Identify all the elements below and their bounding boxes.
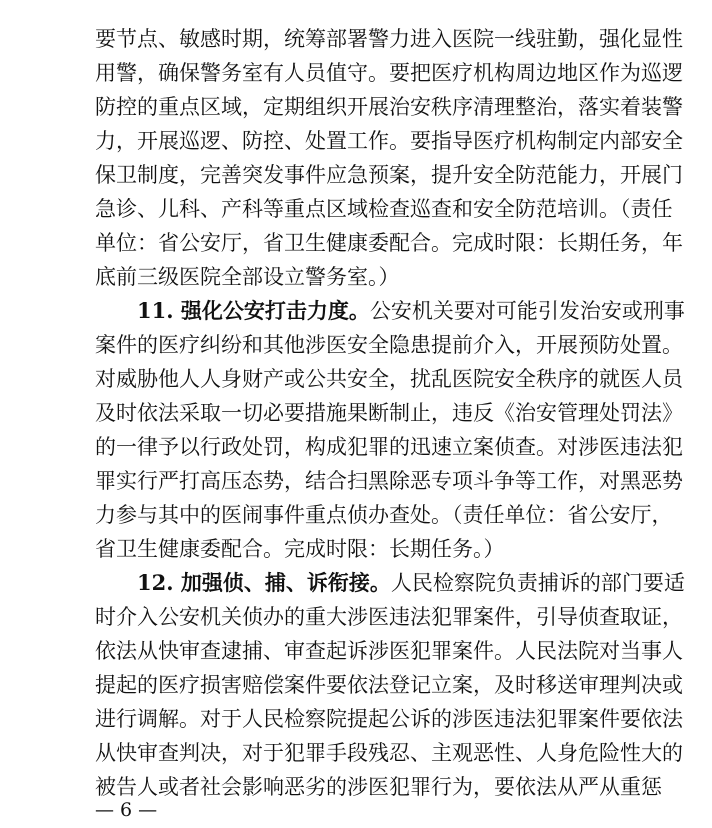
text-line: 案件的医疗纠纷和其他涉医安全隐患提前介入，开展预防处置。 <box>95 333 683 357</box>
text-line: 对威胁他人人身财产或公共安全，扰乱医院安全秩序的就医人员 <box>95 367 683 391</box>
text-line: 及时依法采取一切必要措施果断制止，违反《治安管理处罚法》 <box>95 401 683 425</box>
section-11-first-line-text: 公安机关要对可能引发治安或刑事 <box>369 299 685 323</box>
text-line: 底前三级医院全部设立警务室。） <box>95 265 400 289</box>
section-12-first-line-text: 人民检察院负责捕诉的部门要适 <box>390 571 685 595</box>
text-line: 从快审查判决，对于犯罪手段残忍、主观恶性、人身危险性大的 <box>95 741 683 765</box>
text-line: 依法从快审查逮捕、审查起诉涉医犯罪案件。人民法院对当事人 <box>95 639 683 663</box>
section-11-first-line <box>137 294 685 328</box>
text-line: 单位：省公安厅，省卫生健康委配合。完成时限：长期任务，年 <box>95 231 683 255</box>
text-line: 急诊、儿科、产科等重点区域检查巡查和安全防范培训。（责任 <box>95 197 673 221</box>
section-11-heading: 11. 强化公安打击力度。 <box>137 298 370 323</box>
text-line: 时介入公安机关侦办的重大涉医违法犯罪案件，引导侦查取证， <box>95 605 683 629</box>
section-12-heading: 12. 加强侦、捕、诉衔接。 <box>137 570 391 595</box>
text-line: 用警，确保警务室有人员值守。要把医疗机构周边地区作为巡逻 <box>95 61 683 85</box>
section-12-first-line <box>137 566 685 600</box>
text-line: 的一律予以行政处罚，构成犯罪的迅速立案侦查。对涉医违法犯 <box>95 435 683 459</box>
text-line: 进行调解。对于人民检察院提起公诉的涉医违法犯罪案件要依法 <box>95 707 683 731</box>
text-line: 力参与其中的医闹事件重点侦办查处。（责任单位：省公安厅， <box>95 503 673 527</box>
text-line: 力，开展巡逻、防控、处置工作。要指导医疗机构制定内部安全 <box>95 129 683 153</box>
text-line: 被告人或者社会影响恶劣的涉医犯罪行为，要依法从严从重惩 <box>95 775 662 799</box>
page-number: — 6 — <box>95 799 158 821</box>
text-line: 罪实行严打高压态势，结合扫黑除恶专项斗争等工作，对黑恶势 <box>95 469 683 493</box>
text-line: 保卫制度，完善突发事件应急预案，提升安全防范能力，开展门 <box>95 163 683 187</box>
text-line: 提起的医疗损害赔偿案件要依法登记立案，及时移送审理判决或 <box>95 673 683 697</box>
text-line: 要节点、敏感时期，统筹部署警力进入医院一线驻勤，强化显性 <box>95 27 683 51</box>
text-line: 省卫生健康委配合。完成时限：长期任务。） <box>95 537 505 561</box>
text-line: 防控的重点区域，定期组织开展治安秩序清理整治，落实着装警 <box>95 95 683 119</box>
